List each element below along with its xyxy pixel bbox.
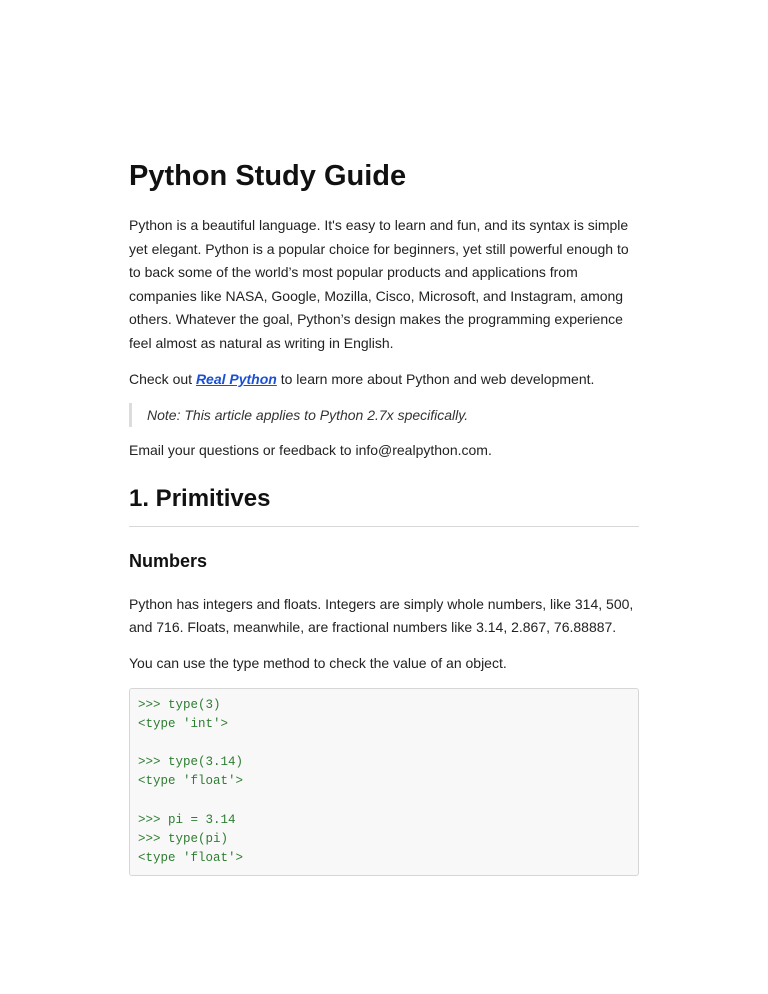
code-line: <type 'float'> (138, 851, 244, 866)
code-line: >>> pi = 3.14 (138, 812, 236, 827)
subheading-numbers: Numbers (129, 550, 208, 571)
type-method-paragraph: You can use the type method to check the value of an object. (129, 654, 507, 671)
real-python-link[interactable]: Real Python (195, 370, 277, 387)
numbers-paragraph: Python has integers and floats. Integers are simply whole numbers, like 314, 500, and 716. Floats, meanwhile, are fractional numbers like 3.14, 2.867, 76.88887. (129, 595, 634, 636)
code-block (129, 688, 639, 877)
code-line: <type 'int'> (138, 716, 229, 731)
checkout-paragraph (129, 368, 639, 392)
checkout-prefix: Check out (129, 370, 196, 387)
email-paragraph: Email your questions or feedback to info@realpython.com. (129, 442, 492, 459)
code-line: >>> type(pi) (138, 831, 229, 846)
code-line: >>> type(3) (138, 697, 221, 712)
intro-paragraph: Python is a beautiful language. It's easy to learn and fun, and its syntax is simple yet elegant. Python is a popular choice for beginners, yet still powerful enough to to back some of the world’s most popular products and applications from companies like NASA, Google, Mozilla, Cisco, Microsoft, and Instagram, among others. Whatever the goal, Python’s design makes the programming experience feel almost as natural as writing in English. (129, 217, 629, 351)
code-line (138, 792, 630, 811)
section-heading-primitives: 1. Primitives (129, 479, 639, 527)
code-line: <type 'float'> (138, 774, 244, 789)
document-page (129, 150, 639, 876)
page-title: Python Study Guide (129, 160, 407, 192)
note-blockquote: Note: This article applies to Python 2.7x specifically. (129, 403, 639, 427)
code-line (138, 734, 630, 753)
code-line: >>> type(3.14) (138, 755, 244, 770)
checkout-suffix: to learn more about Python and web development. (276, 370, 595, 387)
